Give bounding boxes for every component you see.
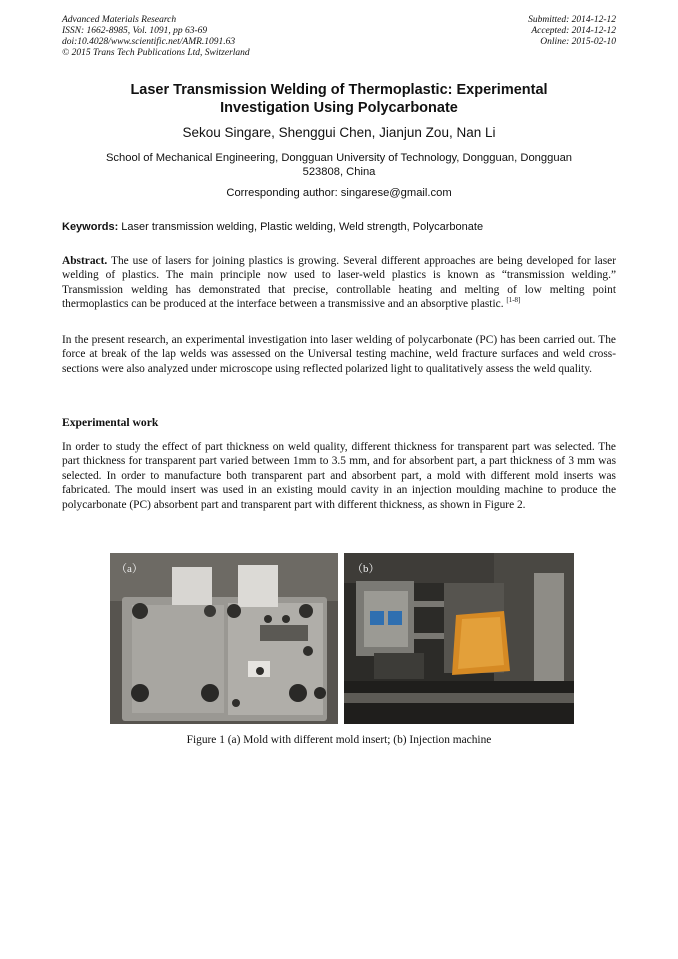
abstract-label: Abstract. xyxy=(62,255,108,267)
keywords-label: Keywords: xyxy=(62,221,119,233)
accepted-date: Accepted: 2014-12-12 xyxy=(531,26,616,36)
keywords-text: Laser transmission welding, Plastic welding, Weld strength, Polycarbonate xyxy=(118,221,484,233)
issn-line: ISSN: 1662-8985, Vol. 1091, pp 63-69 xyxy=(62,26,208,36)
affiliation-line-2: 523808, China xyxy=(302,166,376,178)
figure-label-a: （a） xyxy=(116,563,143,575)
corresponding-author: Corresponding author: singarese@gmail.com xyxy=(226,187,452,199)
section-heading: Experimental work xyxy=(62,416,159,429)
citation-reference[interactable]: [1-8] xyxy=(506,296,521,305)
injection-machine-photo xyxy=(344,553,574,724)
title-line-1: Laser Transmission Welding of Thermoplastic: Experimental xyxy=(130,82,548,98)
figure-caption: Figure 1 (a) Mold with different mold insert; (b) Injection machine xyxy=(186,734,492,746)
intro-paragraph: In the present research, an experimental investigation into laser welding of polycarbonate (PC) has been carried out. The force at break of the lap welds was assessed on the Universal testing machine, weld fracture surfaces and weld cross-sections were also analyzed under microscope using reflected polarized light to qualitatively assess the weld quality. xyxy=(62,334,616,375)
mold-photo-graphic xyxy=(110,553,338,724)
submitted-date: Submitted: 2014-12-12 xyxy=(528,15,616,25)
journal-name: Advanced Materials Research xyxy=(62,15,177,25)
author-list: Sekou Singare, Shenggui Chen, Jianjun Zou, Nan Li xyxy=(182,125,496,140)
header-left xyxy=(62,15,250,59)
online-date: Online: 2015-02-10 xyxy=(540,37,616,47)
figure-1 xyxy=(110,553,574,724)
affiliation xyxy=(62,151,616,179)
title-line-2: Investigation Using Polycarbonate xyxy=(220,100,458,116)
keywords xyxy=(62,220,616,234)
abstract-paragraph xyxy=(62,254,616,312)
figure-label-b: （b） xyxy=(352,563,380,575)
header-right xyxy=(528,15,616,48)
copyright-line: © 2015 Trans Tech Publications Ltd, Switzerland xyxy=(62,48,250,58)
affiliation-line-1: School of Mechanical Engineering, Dongguan University of Technology, Dongguan, Dongguan xyxy=(105,152,573,164)
doi-line[interactable]: doi:10.4028/www.scientific.net/AMR.1091.63 xyxy=(62,37,236,47)
abstract-text: The use of lasers for joining plastics is growing. Several different approaches are being developed for laser welding of plastics. The main principle now used to laser-weld plastics is known as “transmission welding.” Transmission welding has demonstrated that precise, controllable heating and melting of low melting point thermoplastics can be produced at the interface between a transmissive and an absorptive plastic. xyxy=(62,255,616,311)
mold-photo xyxy=(110,553,338,724)
paper-title xyxy=(62,81,616,117)
experimental-paragraph: In order to study the effect of part thickness on weld quality, different thickness for transparent part was selected. The part thickness for transparent part varied between 1mm to 3.5 mm, and for absorbent part, a part thickness of 3 mm was selected. In order to manufacture both transparent part and absorbent part, a mold with different mold inserts was fabricated. The mould insert was used in an existing mould cavity in an injection moulding machine to produce the polycarbonate (PC) absorbent part and transparent part with different thickness, as shown in Figure 2. xyxy=(62,441,616,511)
injection-machine-graphic xyxy=(344,553,574,724)
